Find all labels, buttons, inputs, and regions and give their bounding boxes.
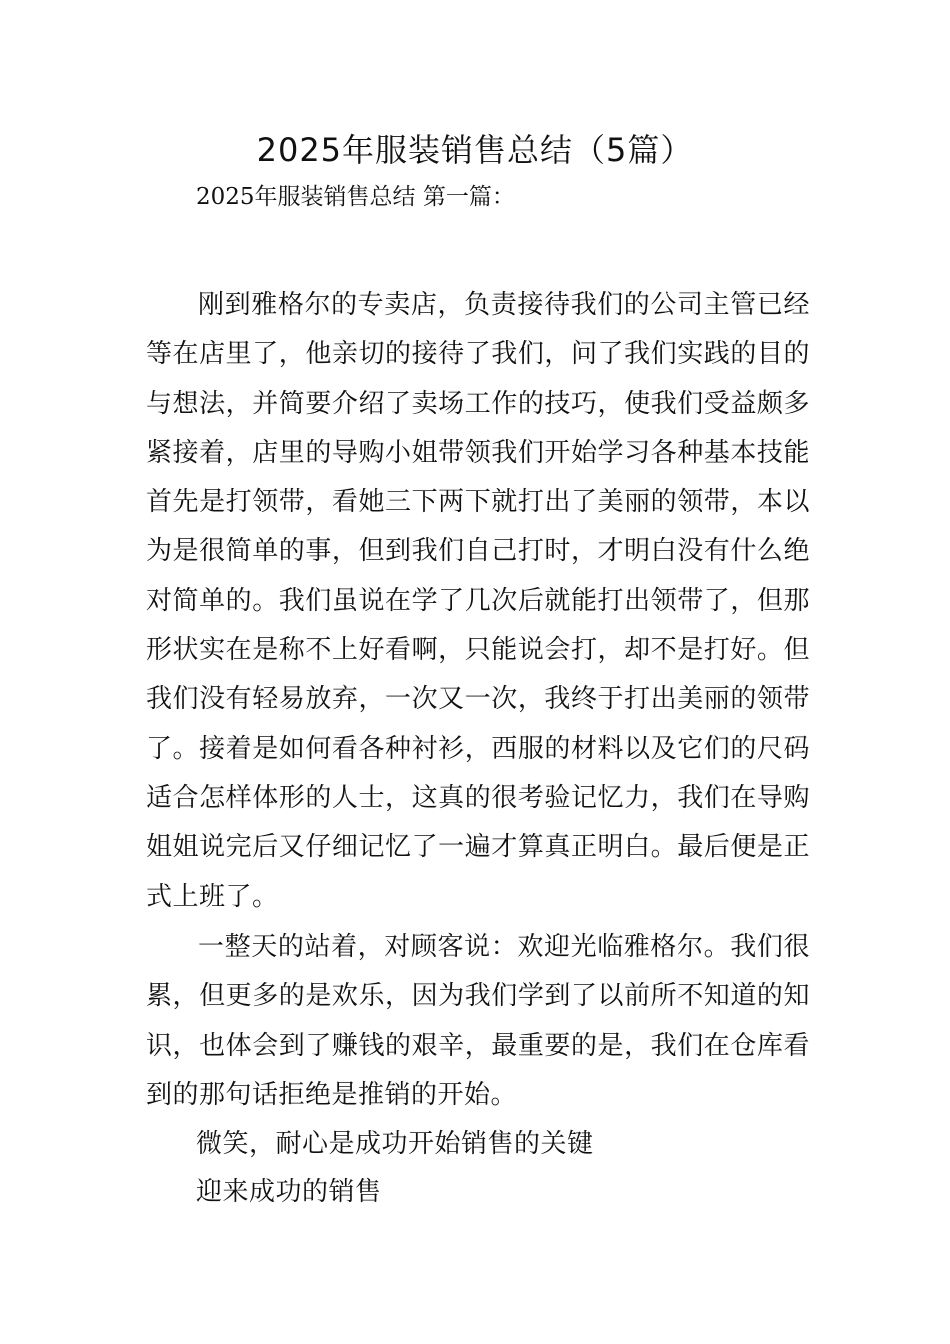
section-subtitle: 2025年服装销售总结 第一篇： <box>196 184 515 210</box>
document-title: 2025年服装销售总结（5篇） <box>256 131 694 169</box>
body-line-2: 迎来成功的销售 <box>196 1177 382 1207</box>
body-line-1: 微笑，耐心是成功开始销售的关键 <box>196 1129 594 1159</box>
body-paragraph-1: 刚到雅格尔的专卖店，负责接待我们的公司主管已经等在店里了，他亲切的接待了我们，问了我们实践的目的与想法，并简要介绍了卖场工作的技巧，使我们受益颇多紧接着，店里的导购小姐带领我们开始学习各种基本技能首先是打领带，看她三下两下就打出了美丽的领带，本以为是很简单的事，但到我们自己打时，才明白没有什么绝对简单的。我们虽说在学了几次后就能打出领带了，但那形状实在是称不上好看啊，只能说会打，却不是打好。但我们没有轻易放弃，一次又一次，我终于打出美丽的领带了。接着是如何看各种衬衫，西服的材料以及它们的尺码适合怎样体形的人士，这真的很考验记忆力，我们在导购姐姐说完后又仔细记忆了一遍才算真正明白。最后便是正式上班了。 <box>146 290 810 912</box>
body-paragraph-2: 一整天的站着，对顾客说：欢迎光临雅格尔。我们很累，但更多的是欢乐，因为我们学到了以前所不知道的知识，也体会到了赚钱的艰辛，最重要的是，我们在仓库看到的那句话拒绝是推销的开始。 <box>146 932 810 1110</box>
